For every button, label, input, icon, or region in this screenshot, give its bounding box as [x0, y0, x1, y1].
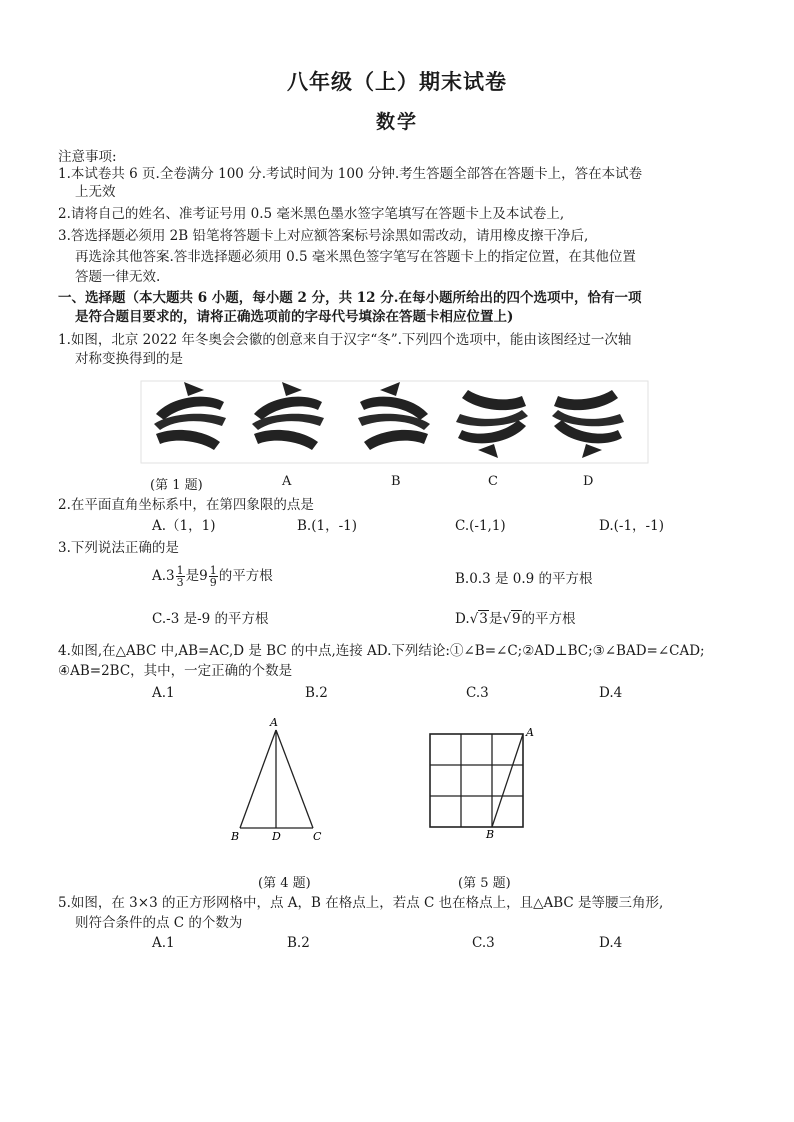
notice-item-1: 1.本试卷共 6 页.全卷满分 100 分.考试时间为 100 分钟.考生答题全部答在答题卡上，答在本试卷 — [58, 166, 643, 182]
q2-option-d: D.(-1，-1) — [599, 518, 664, 534]
question-1-text-cont: 对称变换得到的是 — [75, 351, 183, 367]
notice-item-3: 3.答选择题必须用 2B 铅笔将答题卡上对应额答案标号涂黑如需改动，请用橡皮擦干净后, — [58, 228, 589, 244]
q5-option-c: C.3 — [472, 935, 495, 951]
q1-label-c: C — [488, 474, 498, 489]
q5-grid-figure — [420, 722, 545, 840]
q2-option-b: B.(1，-1) — [297, 518, 357, 534]
q1-label-d: D — [583, 474, 594, 489]
q1-label-a: A — [282, 474, 292, 489]
segment-ac — [276, 730, 313, 828]
q4-point-a: A — [270, 716, 278, 729]
q3-a-den-1: 3 — [176, 576, 184, 589]
notice-item-3-cont2: 答题一律无效. — [75, 269, 161, 285]
question-5-text-cont: 则符合条件的点 C 的个数为 — [75, 915, 243, 931]
q3-d-suffix: 的平方根 — [521, 611, 576, 627]
q3-option-c: C.-3 是-9 的平方根 — [152, 611, 269, 627]
notice-item-2: 2.请将自己的姓名、准考证号用 0.5 毫米黑色墨水签字笔填写在答题卡上及本试卷上, — [58, 206, 565, 222]
q5-option-b: B.2 — [287, 935, 310, 951]
q3-a-prefix: A. — [152, 568, 167, 584]
question-1-text: 1.如图，北京 2022 年冬奥会会徽的创意来自于汉字“冬”.下列四个选项中，能由该图经过一次轴 — [58, 332, 632, 348]
q1-option-b-emblem — [358, 382, 430, 450]
q3-d-radical-2: √9 — [502, 611, 521, 627]
q4-point-b: B — [231, 830, 240, 843]
q4-option-a: A.1 — [152, 685, 175, 701]
q4-caption: (第 4 题) — [258, 876, 311, 891]
notice-item-1-cont: 上无效 — [75, 184, 116, 200]
grid-border — [430, 734, 523, 827]
q4-option-d: D.4 — [599, 685, 623, 701]
q3-a-fraction-1 — [176, 565, 185, 588]
q3-d-mid: 是 — [488, 611, 503, 627]
q2-option-c: C.(-1,1) — [455, 518, 506, 534]
q5-point-b: B — [486, 828, 495, 840]
q1-original-emblem — [154, 382, 226, 450]
q1-caption: (第 1 题) — [150, 478, 203, 493]
q5-option-d: D.4 — [599, 935, 623, 951]
q1-option-a-emblem — [252, 382, 324, 450]
notice-item-3-cont1: 再选涂其他答案.答非选择题必须用 0.5 毫米黑色签字笔写在答题卡上的指定位置，在其他位置 — [75, 249, 636, 265]
question-4-text-cont: ④AB=2BC，其中，一定正确的个数是 — [58, 663, 293, 679]
section-heading: 一、选择题（本大题共 6 小题，每小题 2 分，共 12 分.在每小题所给出的四个选项中，恰有一项 — [58, 290, 642, 306]
q4-point-d: D — [272, 830, 281, 843]
q3-option-b: B.0.3 是 0.9 的平方根 — [455, 571, 593, 587]
q3-d-radicand-2: 9 — [511, 611, 521, 627]
q3-a-suffix: 的平方根 — [218, 568, 273, 584]
q1-label-b: B — [391, 474, 401, 489]
question-4-text: 4.如图,在△ABC 中,AB=AC,D 是 BC 的中点,连接 AD.下列结论:①∠B=∠C;②AD⊥BC;③∠BAD=∠CAD; — [58, 643, 705, 659]
section-heading-cont: 是符合题目要求的，请将正确选项前的字母代号填涂在答题卡相应位置上) — [75, 309, 514, 325]
q3-option-a — [152, 564, 273, 588]
question-5-text: 5.如图，在 3×3 的正方形网格中，点 A，B 在格点上，若点 C 也在格点上，且△ABC 是等腰三角形, — [58, 895, 664, 911]
question-2-text: 2.在平面直角坐标系中，在第四象限的点是 — [58, 497, 314, 513]
notice-heading: 注意事项: — [58, 149, 117, 165]
q3-a-mid: 是 — [185, 568, 200, 584]
q5-caption: (第 5 题) — [458, 876, 511, 891]
q5-point-a: A — [526, 726, 534, 739]
q3-d-radicand-1: 3 — [479, 611, 488, 627]
subject-title: 数学 — [375, 111, 418, 133]
q3-a-num-1: 1 — [176, 564, 184, 577]
q1-figure-strip — [140, 375, 650, 470]
q1-option-c-emblem — [456, 390, 528, 458]
q3-d-radical-1: √3 — [469, 611, 488, 627]
q3-a-den-2: 9 — [209, 576, 217, 589]
q3-a-whole-2: 9 — [199, 568, 208, 584]
q5-option-a: A.1 — [152, 935, 175, 951]
q3-a-num-2: 1 — [209, 564, 217, 577]
q3-d-prefix: D. — [455, 611, 470, 627]
exam-title: 八年级（上）期末试卷 — [287, 69, 507, 94]
question-3-text: 3.下列说法正确的是 — [58, 540, 179, 556]
q4-point-c: C — [313, 830, 322, 843]
segment-ab — [492, 734, 523, 827]
q1-option-d-emblem — [552, 390, 624, 458]
q4-option-b: B.2 — [305, 685, 328, 701]
q4-option-c: C.3 — [466, 685, 489, 701]
q3-a-fraction-2 — [209, 565, 218, 588]
q3-option-d — [455, 609, 576, 629]
q2-option-a: A.（1，1) — [152, 518, 216, 534]
q4-triangle-figure — [225, 715, 335, 845]
segment-ab — [240, 730, 276, 828]
q3-a-whole-1: 3 — [166, 568, 175, 584]
